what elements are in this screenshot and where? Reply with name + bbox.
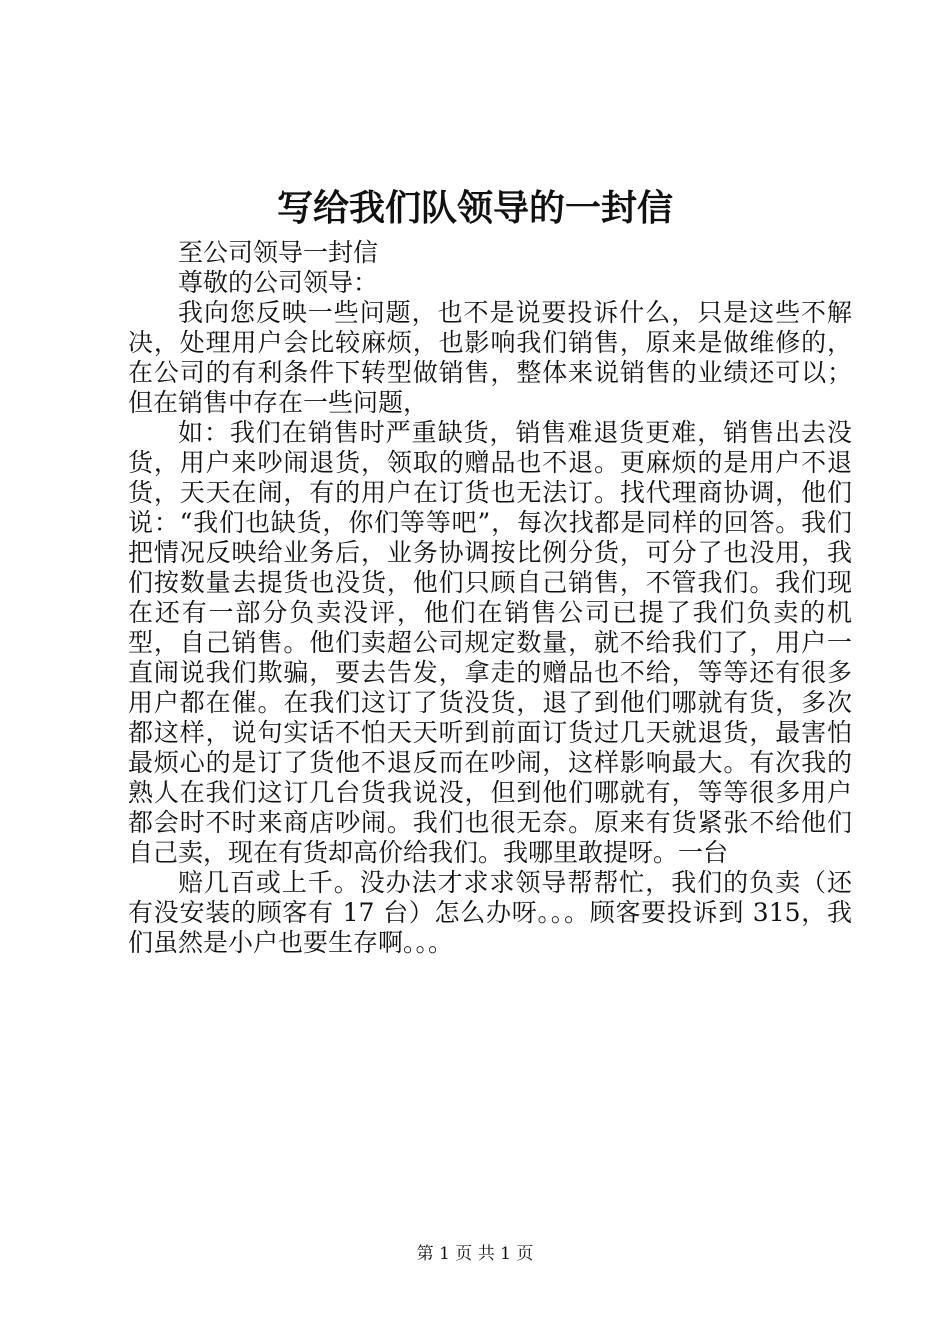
greeting-line: 尊敬的公司领导：	[178, 268, 379, 297]
body-paragraph: 赔几百或上千。没办法才求求领导帮帮忙，我们的负卖（还有没安装的顾客有 17 台）怎么办呀。。。顾客要投诉到 315，我们虽然是小户也要生存啊。。。	[128, 868, 852, 957]
body-paragraph: 我向您反映一些问题，也不是说要投诉什么，只是这些不解决，处理用户会比较麻烦，也影响我们销售，原来是做维修的，在公司的有利条件下转型做销售，整体来说销售的业绩还可以；但在销售中存在一些问题，	[128, 298, 852, 417]
body-paragraph: 如：我们在销售时严重缺货，销售难退货更难，销售出去没货，用户来吵闹退货，领取的赠品也不退。更麻烦的是用户不退货，天天在闹，有的用户在订货也无法订。找代理商协调，他们说：“我们也缺货，你们等等吧”，每次找都是同样的回答。我们把情况反映给业务后，业务协调按比例分货，可分了也没用，我们按数量去提货也没货，他们只顾自己销售，不管我们。我们现在还有一部分负卖没评，他们在销售公司已提了我们负卖的机型，自己销售。他们卖超公司规定数量，就不给我们了，用户一直闹说我们欺骗，要去告发，拿走的赠品也不给，等等还有很多用户都在催。在我们这订了货没货，退了到他们哪就有货，多次都这样，说句实话不怕天天听到前面订货过几天就退货，最害怕最烦心的是订了货他不退反而在吵闹，这样影响最大。有次我的熟人在我们这订几台货我说没，但到他们哪就有，等等很多用户都会时不时来商店吵闹。我们也很无奈。原来有货紧张不给他们自己卖，现在有货却高价给我们。我哪里敢提呀。一台	[128, 418, 852, 867]
page-footer: 第 1 页 共 1 页	[416, 1244, 534, 1264]
document-body	[128, 238, 852, 958]
document-title: 写给我们队领导的一封信	[276, 187, 673, 229]
salutation-heading: 至公司领导一封信	[178, 238, 379, 267]
